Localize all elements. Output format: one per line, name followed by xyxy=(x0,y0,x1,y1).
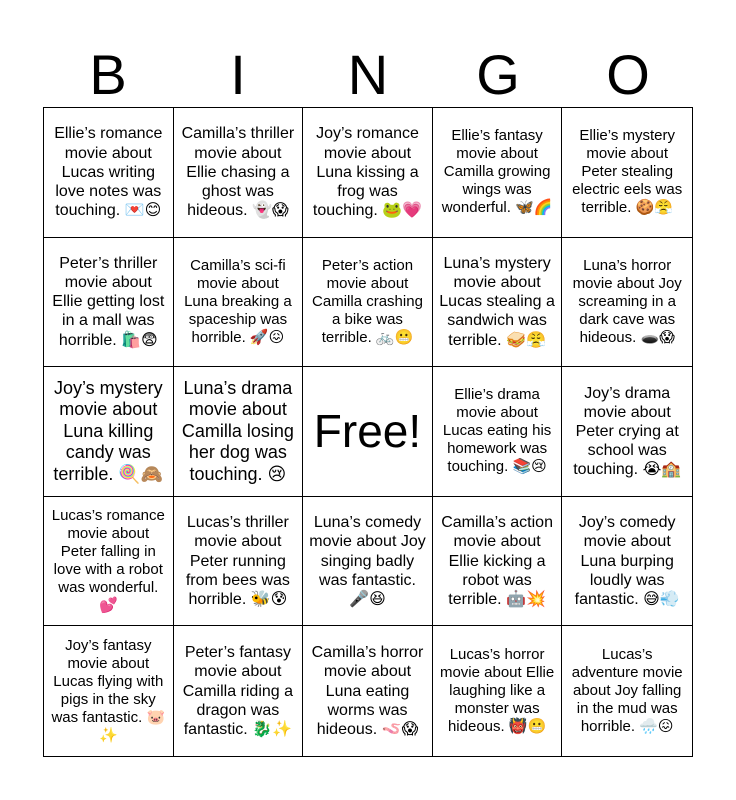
cell-text: Luna’s comedy movie about Joy singing badly was fantastic. 🎤😆 xyxy=(309,514,426,608)
bingo-cell-r1c5[interactable] xyxy=(562,108,692,238)
cell-text: Lucas’s thriller movie about Peter running from bees was horrible. 🐝😰 xyxy=(185,514,290,608)
bingo-cell-r4c1[interactable] xyxy=(44,497,174,627)
bingo-cell-r3c5[interactable] xyxy=(562,367,692,497)
cell-text: Camilla’s sci-fi movie about Luna breaking a spaceship was horrible. 🚀😖 xyxy=(184,256,292,346)
bingo-cell-r1c3[interactable] xyxy=(303,108,433,238)
bingo-cell-r3c1[interactable] xyxy=(44,367,174,497)
cell-text: Luna’s horror movie about Joy screaming in a dark cave was hideous. 🕳️😱 xyxy=(572,256,682,346)
cell-text: Joy’s drama movie about Peter crying at school was touching. 😭🏫 xyxy=(573,384,682,479)
cell-text: Ellie’s romance movie about Lucas writing love notes was touching. 💌😊 xyxy=(54,125,163,220)
cell-text: Joy’s mystery movie about Luna killing candy was terrible. 🍭🙈 xyxy=(53,377,164,484)
bingo-cell-r3c2[interactable] xyxy=(174,367,304,497)
cell-text: Peter’s fantasy movie about Camilla riding a dragon was fantastic. 🐉✨ xyxy=(182,644,294,738)
bingo-cell-r5c1[interactable] xyxy=(44,626,174,756)
bingo-cell-r4c4[interactable] xyxy=(433,497,563,627)
bingo-cell-r1c4[interactable] xyxy=(433,108,563,238)
cell-text: Camilla’s horror movie about Luna eating worms was hideous. 🪱😱 xyxy=(311,644,424,738)
bingo-cell-free[interactable] xyxy=(303,367,433,497)
bingo-board xyxy=(43,107,693,757)
cell-text: Peter’s action movie about Camilla crashing a bike was terrible. 🚲😬 xyxy=(312,256,423,346)
cell-text: Lucas’s romance movie about Peter falling in love with a robot was wonderful. 💕 xyxy=(51,507,165,615)
cell-text: Joy’s fantasy movie about Lucas flying with pigs in the sky was fantastic. 🐷✨ xyxy=(51,637,166,745)
cell-text: Ellie’s fantasy movie about Camilla growing wings was wonderful. 🦋🌈 xyxy=(441,127,553,217)
cell-text: Luna’s drama movie about Camilla losing her dog was touching. 😢 xyxy=(181,377,294,484)
free-space-label: Free! xyxy=(313,405,422,458)
header-letter-n: N xyxy=(347,43,389,106)
bingo-cell-r2c4[interactable] xyxy=(433,238,563,368)
header-letter-b: B xyxy=(89,43,127,106)
header-letter-i: I xyxy=(230,43,246,106)
cell-text: Lucas’s adventure movie about Joy falling in the mud was horrible. 🌧️😖 xyxy=(571,646,683,736)
bingo-cell-r2c3[interactable] xyxy=(303,238,433,368)
header-letter-g: G xyxy=(476,43,520,106)
bingo-cell-r5c2[interactable] xyxy=(174,626,304,756)
bingo-cell-r1c2[interactable] xyxy=(174,108,304,238)
bingo-cell-r5c5[interactable] xyxy=(562,626,692,756)
cell-text: Ellie’s drama movie about Lucas eating his homework was touching. 📚😢 xyxy=(442,386,552,476)
header-letter-o: O xyxy=(606,43,650,106)
cell-text: Camilla’s thriller movie about Ellie chasing a ghost was hideous. 👻😱 xyxy=(181,125,295,220)
bingo-cell-r5c3[interactable] xyxy=(303,626,433,756)
bingo-cell-r2c1[interactable] xyxy=(44,238,174,368)
bingo-cell-r5c4[interactable] xyxy=(433,626,563,756)
bingo-cell-r3c4[interactable] xyxy=(433,367,563,497)
cell-text: Joy’s comedy movie about Luna burping loudly was fantastic. 😅💨 xyxy=(574,514,680,608)
bingo-cell-r2c2[interactable] xyxy=(174,238,304,368)
bingo-cell-r4c5[interactable] xyxy=(562,497,692,627)
bingo-cell-r2c5[interactable] xyxy=(562,238,692,368)
bingo-header xyxy=(43,40,693,110)
cell-text: Ellie’s mystery movie about Peter stealing electric eels was terrible. 🍪😤 xyxy=(572,127,683,217)
bingo-cell-r1c1[interactable] xyxy=(44,108,174,238)
bingo-cell-r4c3[interactable] xyxy=(303,497,433,627)
cell-text: Luna’s mystery movie about Lucas stealing a sandwich was terrible. 🥪😤 xyxy=(439,254,555,349)
cell-text: Joy’s romance movie about Luna kissing a frog was touching. 🐸💗 xyxy=(312,125,423,220)
cell-text: Peter’s thriller movie about Ellie getting lost in a mall was horrible. 🛍️😨 xyxy=(52,254,165,349)
cell-text: Lucas’s horror movie about Ellie laughing like a monster was hideous. 👹😬 xyxy=(439,646,555,736)
cell-text: Camilla’s action movie about Ellie kicking a robot was terrible. 🤖💥 xyxy=(441,514,553,608)
bingo-cell-r4c2[interactable] xyxy=(174,497,304,627)
